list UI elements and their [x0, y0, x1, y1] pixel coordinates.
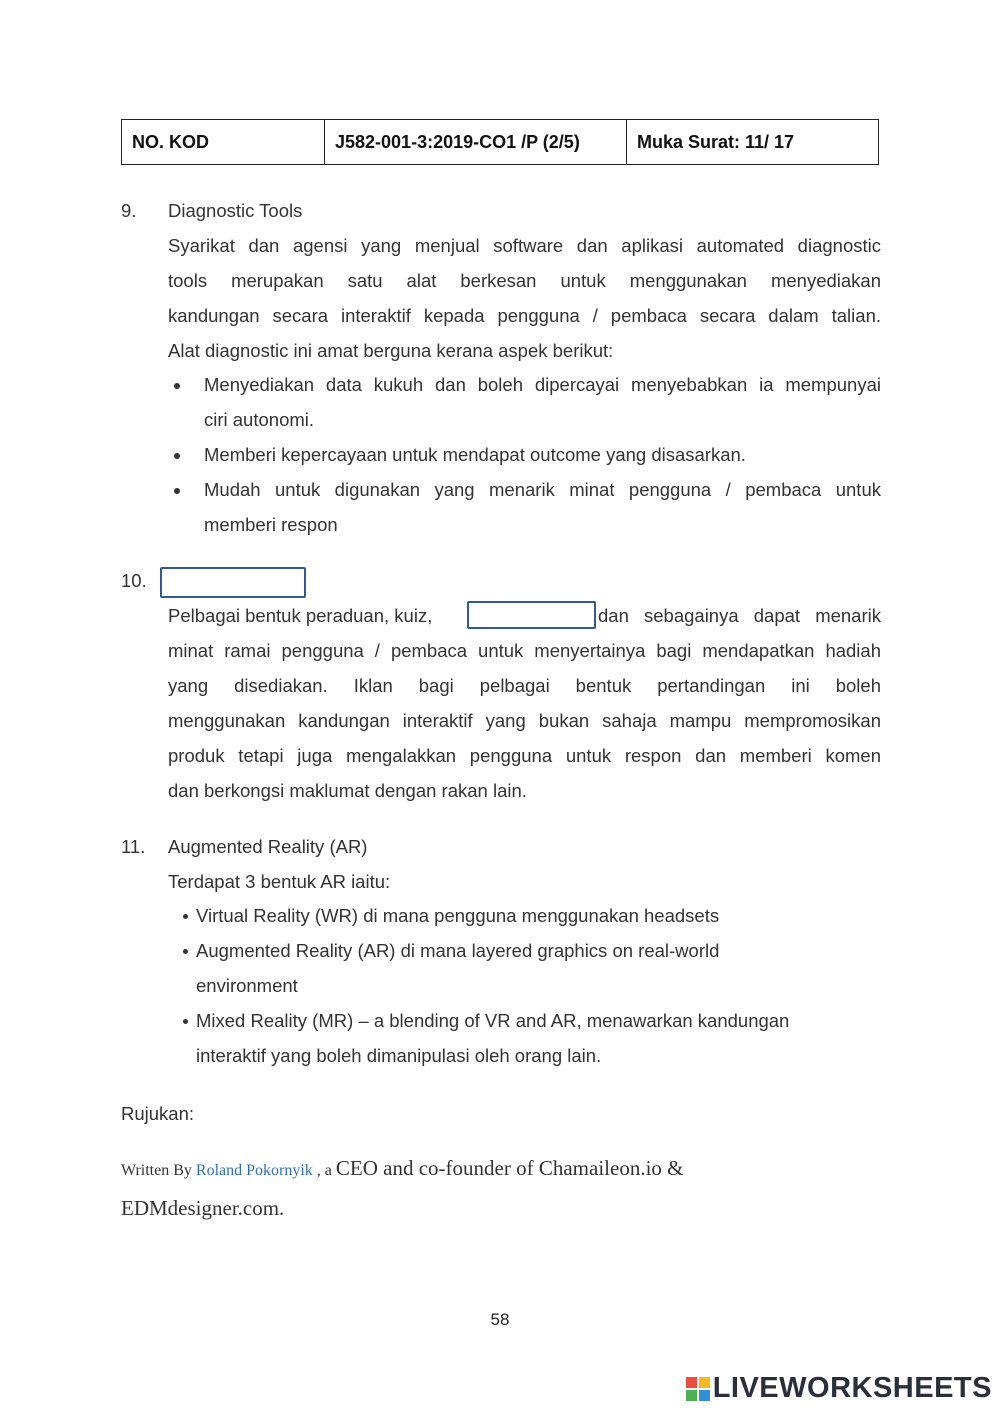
logo-text: LIVEWORKSHEETS: [712, 1372, 992, 1404]
code-label: NO. KOD: [122, 120, 325, 164]
section-10-line-1-after: dan sebagainya dapat menarik: [598, 605, 881, 626]
bullet-dot: [174, 488, 180, 494]
answer-blank-inline[interactable]: [467, 601, 596, 629]
section-10-line-4: menggunakan kandungan interaktif yang bukan sahaja mampu mempromosikan: [168, 710, 881, 731]
author-role-text: CEO and co-founder of Chamaileon.io &: [335, 1156, 684, 1180]
comma-a-text: , a: [316, 1162, 332, 1179]
section-9-bullet-1-line-2: ciri autonomi.: [204, 409, 315, 430]
logo-icon: [686, 1377, 710, 1401]
section-11-title: Augmented Reality (AR): [168, 836, 368, 857]
page-number: 58: [490, 1310, 510, 1329]
section-10-line-1-before: Pelbagai bentuk peraduan, kuiz,: [168, 605, 433, 626]
bullet-dot: [183, 1019, 188, 1024]
section-11-intro: Terdapat 3 bentuk AR iaitu:: [168, 871, 391, 892]
section-11-bullet-1: Virtual Reality (WR) di mana pengguna menggunakan headsets: [196, 905, 720, 926]
bullet-dot: [183, 949, 188, 954]
reference-line-1: [121, 1156, 683, 1181]
section-9-title: Diagnostic Tools: [168, 200, 303, 221]
bullet-dot: [174, 383, 180, 389]
written-by-text: Written By: [121, 1162, 192, 1179]
section-9-bullet-3-line-1: Mudah untuk digunakan yang menarik minat pengguna / pembaca untuk: [204, 479, 881, 500]
section-9-bullet-1-line-1: Menyediakan data kukuh dan boleh dipercayai menyebabkan ia mempunyai: [204, 374, 881, 395]
header-table: [121, 119, 879, 165]
page-label: Muka Surat: 11/ 17: [637, 131, 795, 152]
bullet-dot: [183, 914, 188, 919]
answer-blank-title[interactable]: [160, 567, 306, 598]
section-11-number: 11.: [121, 836, 146, 857]
section-9-line-4: Alat diagnostic ini amat berguna kerana aspek berikut:: [168, 340, 614, 361]
section-9-line-2: tools merupakan satu alat berkesan untuk menggunakan menyediakan: [168, 270, 881, 291]
section-9-bullet-2: Memberi kepercayaan untuk mendapat outcome yang disasarkan.: [204, 444, 746, 465]
section-11-bullet-2-line-1: Augmented Reality (AR) di mana layered graphics on real-world: [196, 940, 720, 961]
section-11-bullet-3-line-2: interaktif yang boleh dimanipulasi oleh orang lain.: [196, 1045, 602, 1066]
code-value: J582-001-3:2019-CO1 /P (2/5): [325, 120, 627, 164]
section-9-bullet-3-line-2: memberi respon: [204, 514, 338, 535]
liveworksheets-logo: [686, 1372, 992, 1405]
section-11-bullet-2-line-2: environment: [196, 975, 298, 996]
bullet-dot: [174, 453, 180, 459]
section-10-line-2: minat ramai pengguna / pembaca untuk menyertainya bagi mendapatkan hadiah: [168, 640, 881, 661]
author-link[interactable]: Roland Pokornyik: [195, 1162, 313, 1179]
section-10-line-6: dan berkongsi maklumat dengan rakan lain.: [168, 780, 527, 801]
section-11-bullet-3-line-1: Mixed Reality (MR) – a blending of VR and AR, menawarkan kandungan: [196, 1010, 790, 1031]
section-9-line-1: Syarikat dan agensi yang menjual software dan aplikasi automated diagnostic: [168, 235, 881, 256]
section-10-line-3: yang disediakan. Iklan bagi pelbagai bentuk pertandingan ini boleh: [168, 675, 881, 696]
section-10-number: 10.: [121, 570, 147, 591]
reference-line-2: EDMdesigner.com.: [121, 1196, 285, 1220]
section-10-line-5: produk tetapi juga mengalakkan pengguna untuk respon dan memberi komen: [168, 745, 881, 766]
section-9-number: 9.: [121, 200, 137, 221]
references-heading: Rujukan:: [121, 1103, 195, 1124]
section-9-line-3: kandungan secara interaktif kepada pengguna / pembaca secara dalam talian.: [168, 305, 881, 326]
